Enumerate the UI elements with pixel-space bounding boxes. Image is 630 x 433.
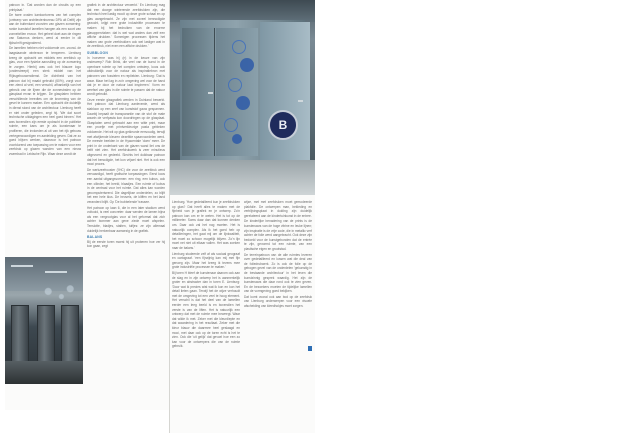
paragraph: Lienburg. 'Hoe gedetailleerd kun je zeefdrukken op glas? Dat heeft alles te maken met de fijnheid van je grafiek en je ontwerp. Zo'n patroon kan om er te weten. Het is tot op de millimeter. Soms daar dan dat kunnen denken om. Daar ook zal het nog moeten. Het is natuurlijk complex. Als ik het goed heb op detailleringen, het gaat mij om de lijnkwaliteit, het moet zo schoon mogelijk blijven. Zo'n lijn moet net niet uit elkaar vallen. Het was zoeken naar de balans.' <box>172 200 240 250</box>
left-page <box>5 0 170 410</box>
door-handle <box>208 92 213 94</box>
paragraph: Bij toren H bleef de kunstenaar daarom ook aan de slag en in zijn ontwerp het is aanmerkelijk groter en abstracter dan in toren E. Lienburg: 'Door wat ik precies wist wat ik kon en kon het detail lieten gaan. Terwijl het de wijze verhoudt met de omgeving tot een veel te hoog element. Het verschil is dat het deel van de lamellen eerder een leeg beeld is en bovendien het verste is van de liften. Het is natuurlijk een ontwerp dat met de ruimte mee beweegt. Waar dat wilde ik met. Zeker met die kleurdiepte en dat waardering in het resultaat. Zeker met die kleur blauw die daarmee heel geslaagd en mooi, met daar ook op de toren echt is het te zien. Ook die 'uit gelijk' dat gevoel hoe een zo kan voor de ontwerpers die van de ruimte gebruik. <box>172 270 240 349</box>
paragraph: Lienburg studeerde zelf af als sociaal geograaf en cartograaf. 'een fijnzijnig kan mij met fijn genoeg zijn. Maar het kreeg ik tevens mee grote industriële processen te maken.' <box>172 251 240 270</box>
printed-glass-panel <box>260 22 310 162</box>
paragraph: wijze, met met zeefdruken moet gemodeerde plakfolie. De ontwerpen man, bekleding en verblijvingsplaat in duiding zijn duidelijk gerelateerd aan de kindertuinkunst in de entree. <box>244 200 312 218</box>
hexagon-print <box>232 40 246 54</box>
paragraph: patroon in. 'Dat worden dan de circuits op een printplaat.' <box>9 3 81 12</box>
ceiling-light <box>11 265 33 267</box>
hexagon-print <box>236 96 250 110</box>
paragraph: Dat komt vooral ook aan bod op de zeefdruk van Lienburg onderwerpen voor een visuele afscheiding van kleedhokjes moet zorgen. <box>244 294 312 309</box>
left-column-2 <box>87 3 165 373</box>
paragraph: Onze eerste glasgrafiek werden in Duinland bewerkt. Het patroon dat Lienburg aanleverde, werd als stabloon op een zeef van kunststof gauw gespannen. Daarbij bepaalt de transparantie van de stof de mate waarin de verfpasta kon doordringen op de glasplaat. Glasplaten werd gebracht aan een witte print, maar een proefje met printverkleurige pasta gebleken voldoende. Het wit op glas gekleurde eenvoudig, terwijl met afwijkende kleuren dezelfde spaarvoordelen werd. De meeste beelden in de Hyacentale 'doen' meer. De print in de onderkant van de glazen wand liet ons de helft niet zien. Het zeefdrukwerk is zeer minutieus uitgevoerd en gedeeld. Slechts het duikbaar patroon dat het benodigde, het kon vrijwel niet. Het is ook een mooi proces. <box>87 97 165 167</box>
hexagon-print <box>228 78 242 92</box>
paragraph: De twee ovalen kantoortorens van het complex (ontwerp van architectenbureau DPA uit Delft) zijn aan de buitenkant voorzien van glazen zonwering: ranke kunststof lamellen hangen als een soort van zonnebrillen ervoor. Het geheel doet aan de ringen van Saturnus denken, werd al eerder in dit tijdschrift gesignaleerd. <box>9 13 81 45</box>
building-letter-sign: B <box>268 110 298 140</box>
subheading: SUBBLOON <box>87 50 109 55</box>
paragraph: De lamellen hebben niet voldoende om -vooral- de laagstaande winterzon te temperen. Lienburg kreeg de opdracht om middels een zeefdruk op glas, voor een fysieke aanvulling op de zonwering te zorgen. Hierbij was ook het blauwe logo (onderstreept) een sterk middel van het Rijksgebouwendienst. De dichtheid van het patroon dat hij maakt gebruikt (60%), zorgt voor een ziend al veel, een verschil, afhankelijk van het gebruik van de lijnen die de zonnestralen op de glasplaat ervan te krijgen. De glasplaten hebben verschillende breedtes om de kromming van de gevel te kunnen maken. Een opdracht die duidelijk in dienst stond van de architectuur. Lienburg heeft er niet onder geleden, zegt hij. 'We dat soort technische uitdagingen een heel goed binnen.' Het was bovendien zijn eerste opdracht in de publieke ruimte, een kans om je als kunstenaar te profileren, die invloeden al uit van het rijk gebouw vertegenwoordigen en aanleiding geven. Dat ze zo goed blijven werken, daarvoor is het patroon voortdurend van toepassing om te maken voor een zeefdruk op glazen wanden van een nieuw zwembad in Leidsche Rijn. Waar deze wordt de <box>9 46 81 156</box>
right-column-2 <box>244 200 312 395</box>
elevator-door <box>61 305 79 369</box>
glass-print-pattern <box>35 281 79 307</box>
subheading-bottom: BALANS <box>87 235 103 240</box>
ceiling-light <box>45 271 67 273</box>
door-handle <box>298 100 303 102</box>
right-column-1 <box>172 200 240 390</box>
paragraph: In hoeverre was hij (n) in de keuze van zijn onderwerp? Rob Brink, die veel van de kunst in de openbare ruimte op het complex ontwierp, koos ook uitdrukkelijk voor de natuur als inspiratiebron met patronen van fossielen en repliekien. Lienburg: 'Dat is waar. Maar het lag in zo'n omgeving wel voor de hand dat je er door de natuur laat inspireren.' Vorm en weefsel van glas in die ruimte te passen dat de natuur wordt gebruikt. <box>87 55 165 97</box>
elevator-door <box>11 305 29 369</box>
right-page <box>170 0 315 433</box>
paragraph: De werkzeefrooster ('IHC) die voor de zeefdruk werd vervaardigd, heeft grafische toepassingen. Eerst koos een aantal uitgangsvormen: een ring, een kubus, ook een cilinder, het beeld, blaadjes. Een ruimte of kubus in de centraal voor het ruimte. Dat alles kan worden gecomputeriseerd. Die dagelijkse onderdelen, zo blijft het een hele klus. De heuvels, de kliffen en het land veranderd blijft. Op 'De bubbelende' trassee. <box>87 167 165 204</box>
paragraph: grafiek in de architectuur verwerkt.' En Lienburg mag dat een doorge winterende zeefdrukken zijn, die technisch heel lastig mooit op deze grote schaal en op glas aangebracht. Ze zijn met zoveel bennodigde gezocht, krijgt mee grote industriële processen te maken bij het bedruiken van de enorme glasoppervlaken: dat is wel wat anders dan zelf een affiche drukken.' Sommigen processen tijdens het maken van grote zeefdrukken ook wel lastiger wat in de zeefdruk, niet even een affiche drukken.' <box>87 3 165 49</box>
ceiling <box>170 0 315 22</box>
paragraph: De terreinpatroon van de alle ruimtes leveren over gedetailleerd en lussen wat die deal van de foliedrukwerk. Zo is ook de folie op de gebogen gevel van de onderdelen 'gekunstig in de bestaande architectuur' in het leven die kunstzinnig gesprek waardig. Het zijn de kunstenaars die daar rond ook te zien geven. En de bezoekers moeten de tijdelijke lamellen van de vormgeving goed bekijken. <box>244 252 312 294</box>
elevator-door <box>37 305 55 369</box>
section-marker <box>308 346 312 351</box>
paragraph: Het patroon op laan 6, die in een later stadium werd voltooid, is veel concreter: daar werden de lamen bijna als een vergrootglas voor al het geformal dat zich achter bommer aan gene ziede moet afspelen. Tenslotte, bladjes, stalten, tuifjes: ze zijn allemaal duidelijk herkenbaar aanwezig in de grafiek. <box>87 205 165 233</box>
paragraph: Bij de eerste toren moest hij uit proberen hoe ver hij kon gaan, zegt <box>87 239 165 249</box>
hexagon-print <box>232 134 242 144</box>
hexagon-print <box>224 118 238 132</box>
floor <box>5 361 83 384</box>
glass-wall-photo <box>170 0 315 195</box>
elevator-hall-photo <box>5 257 83 384</box>
paragraph: De kinderlijke benadering van de prints is de kunstenaars van de hoge vitrine en leuke lijnen; zijn inspiratie is de vrije code, die in metallic verf achter de folie werd aangebracht. Ook deze zijn bedoeld voor de kunstgebonden dat de entrée te zijn, gevormd tot een ruimte, van een plastische eigen en grootstad. <box>244 219 312 251</box>
floor <box>170 160 315 195</box>
left-column-1 <box>9 3 81 253</box>
hexagon-print <box>240 58 254 72</box>
